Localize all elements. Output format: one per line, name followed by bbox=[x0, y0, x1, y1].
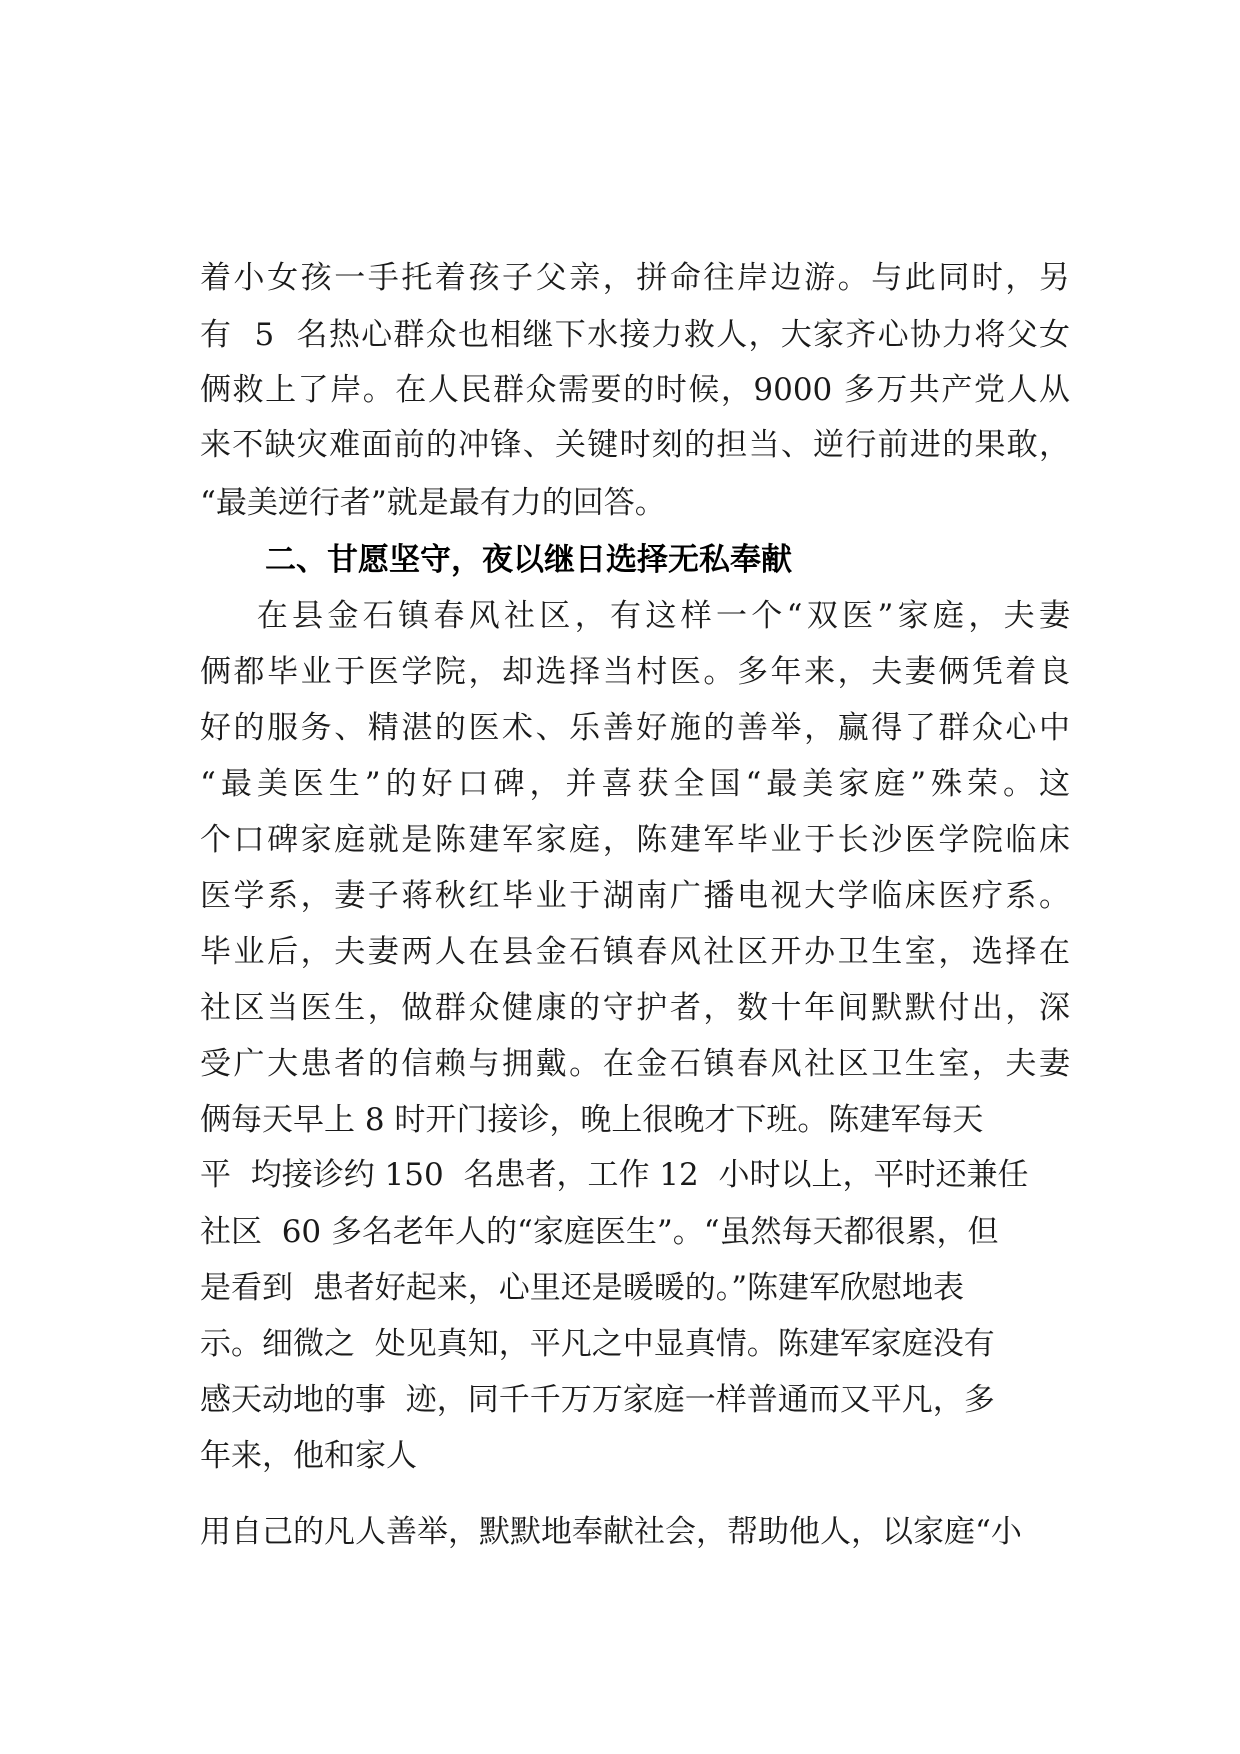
paragraph-2-line-12: 社区 60 多名老年人的“家庭医生”。“虽然每天都很累，但 bbox=[200, 1214, 999, 1250]
paragraph-2-line-16: 年来，他和家人 bbox=[200, 1438, 417, 1474]
paragraph-1-line-1: 着小女孩一手托着孩子父亲，拼命往岸边游。与此同时，另 bbox=[200, 260, 1070, 296]
paragraph-2-line-1: 在县金石镇春风社区，有这样一个“双医”家庭，夫妻 bbox=[200, 598, 1070, 634]
paragraph-1-line-3: 俩救上了岸。在人民群众需要的时候，9000 多万共产党人从 bbox=[200, 372, 1070, 408]
paragraph-1-line-2: 有 5 名热心群众也相继下水接力救人，大家齐心协力将父女 bbox=[200, 317, 1070, 353]
paragraph-2-line-6: 医学系，妻子蒋秋红毕业于湖南广播电视大学临床医疗系。 bbox=[200, 878, 1070, 914]
section-heading: 二、甘愿坚守，夜以继日选择无私奉献 bbox=[265, 542, 792, 578]
paragraph-2-line-15: 感天动地的事 迹，同千千万万家庭一样普通而又平凡，多 bbox=[200, 1382, 995, 1418]
paragraph-2-line-10: 俩每天早上 8 时开门接诊，晚上很晚才下班。陈建军每天 bbox=[200, 1102, 984, 1138]
paragraph-2-line-9: 受广大患者的信赖与拥戴。在金石镇春风社区卫生室，夫妻 bbox=[200, 1046, 1070, 1082]
paragraph-2-line-3: 好的服务、精湛的医术、乐善好施的善举，赢得了群众心中 bbox=[200, 710, 1070, 746]
paragraph-2-line-7: 毕业后，夫妻两人在县金石镇春风社区开办卫生室，选择在 bbox=[200, 934, 1070, 970]
paragraph-1-line-4: 来不缺灾难面前的冲锋、关键时刻的担当、逆行前进的果敢， bbox=[200, 427, 1070, 463]
paragraph-2-line-8: 社区当医生，做群众健康的守护者，数十年间默默付出，深 bbox=[200, 990, 1070, 1026]
paragraph-2-line-11: 平 均接诊约 150 名患者，工作 12 小时以上，平时还兼任 bbox=[200, 1157, 1029, 1193]
paragraph-2-line-4: “最美医生”的好口碑，并喜获全国“最美家庭”殊荣。这 bbox=[200, 766, 1070, 802]
paragraph-1-line-5: “最美逆行者”就是最有力的回答。 bbox=[200, 485, 666, 521]
paragraph-2-line-5: 个口碑家庭就是陈建军家庭，陈建军毕业于长沙医学院临床 bbox=[200, 822, 1070, 858]
paragraph-3-line-1: 用自己的凡人善举，默默地奉献社会，帮助他人，以家庭“小 bbox=[200, 1514, 1022, 1550]
paragraph-2-line-14: 示。细微之 处见真知，平凡之中显真情。陈建军家庭没有 bbox=[200, 1326, 995, 1362]
paragraph-2-line-2: 俩都毕业于医学院，却选择当村医。多年来，夫妻俩凭着良 bbox=[200, 654, 1070, 690]
paragraph-2-line-13: 是看到 患者好起来，心里还是暖暖的。”陈建军欣慰地表 bbox=[200, 1270, 965, 1306]
